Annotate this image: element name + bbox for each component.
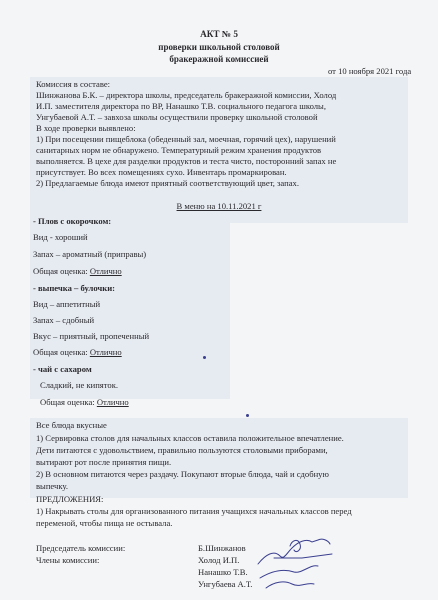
summary-line: вытирают рот после принятия пищи. — [36, 457, 172, 467]
dish-line: Вид – аппетитный — [33, 299, 101, 309]
rating-label: Общая оценка: — [33, 266, 90, 276]
commission-line: Шинжанова Б.К. – директора школы, председатель бракеражной комиссии, Холод — [36, 90, 337, 100]
summary-line: 1) Сервировка столов для начальных классов оставила положительное впечатление. — [36, 433, 344, 443]
act-date: от 10 ноября 2021 года — [328, 66, 412, 76]
dish-line: Вкус – приятный, пропеченный — [33, 331, 150, 341]
dish-title: - чай с сахаром — [33, 364, 92, 374]
chair-label: Председатель комиссии: — [36, 543, 126, 553]
menu-heading: В меню на 10.11.2021 г — [176, 201, 262, 211]
dish-line: Вид - хороший — [33, 232, 88, 242]
findings-line: 1) При посещении пищеблока (обеденный зал, моечная, горячий цех), нарушений — [36, 134, 336, 144]
dish-title: - Плов с окорочком: — [33, 216, 112, 226]
act-subtitle-1: проверки школьной столовой — [158, 42, 280, 52]
rating-value: Отлично — [89, 266, 122, 276]
proposals-line: переменой, чтобы пища не остывала. — [36, 518, 173, 528]
dish-line: Запах – сдобный — [33, 315, 95, 325]
summary-line: Дети питаются с удовольствием, правильно пользуются столовыми приборами, — [36, 445, 328, 455]
commission-heading: Комиссия в составе: — [36, 79, 111, 89]
pen-dot — [203, 356, 206, 359]
findings-line: выполняется. В цехе для разделки продуктов и теста чисто, посторонний запах не — [36, 156, 337, 166]
proposals-line: 1) Накрывать столы для организованного питания учащихся начальных классов перед — [36, 506, 352, 516]
dish-title: - выпечка – булочки: — [33, 283, 116, 293]
summary-all-tasty: Все блюда вкусные — [36, 420, 107, 430]
dish-line: Сладкий, не кипяток. — [40, 380, 119, 390]
dish-rating — [40, 397, 129, 407]
findings-line: санитарных норм не обнаружено. Температурный режим хранения продуктов — [36, 145, 322, 155]
act-subtitle-2: бракеражной комиссией — [169, 54, 269, 64]
pen-dot — [246, 414, 249, 417]
dish-rating — [33, 266, 122, 276]
commission-line: Унгубаевой А.Т. – завхоза школы осуществили проверку школьной столовой — [36, 112, 318, 122]
findings-line: 2) Предлагаемые блюда имеют приятный соответствующий цвет, запах. — [36, 178, 299, 188]
signature-name: Б.Шинжанов — [198, 543, 246, 553]
summary-line: 2) В основном питаются через раздачу. Покупают вторые блюда, чай и сдобную — [36, 469, 329, 479]
rating-value: Отлично — [89, 347, 122, 357]
proposals-heading: ПРЕДЛОЖЕНИЯ: — [36, 494, 104, 504]
rating-label: Общая оценка: — [33, 347, 90, 357]
members-label: Члены комиссии: — [36, 555, 100, 565]
signature-name: Унгубаева А.Т. — [198, 579, 253, 589]
signature-name: Нанашко Т.В. — [198, 567, 248, 577]
summary-line: выпечку. — [36, 481, 68, 491]
dish-line: Запах – ароматный (приправы) — [33, 249, 147, 259]
findings-line: присутствует. Во всех помещениях сухо. Инвентарь промаркирован. — [36, 167, 287, 177]
rating-label: Общая оценка: — [40, 397, 97, 407]
act-title: АКТ № 5 — [200, 29, 238, 39]
dish-rating — [33, 347, 122, 357]
signature-scribble-icon — [240, 528, 360, 598]
findings-heading: В ходе проверки выявлено: — [36, 123, 136, 133]
rating-value: Отлично — [96, 397, 129, 407]
commission-line: И.П. заместителя директора по ВР, Нанашко Т.В. социального педагога школы, — [36, 101, 326, 111]
signature-name: Холод И.П. — [198, 555, 240, 565]
